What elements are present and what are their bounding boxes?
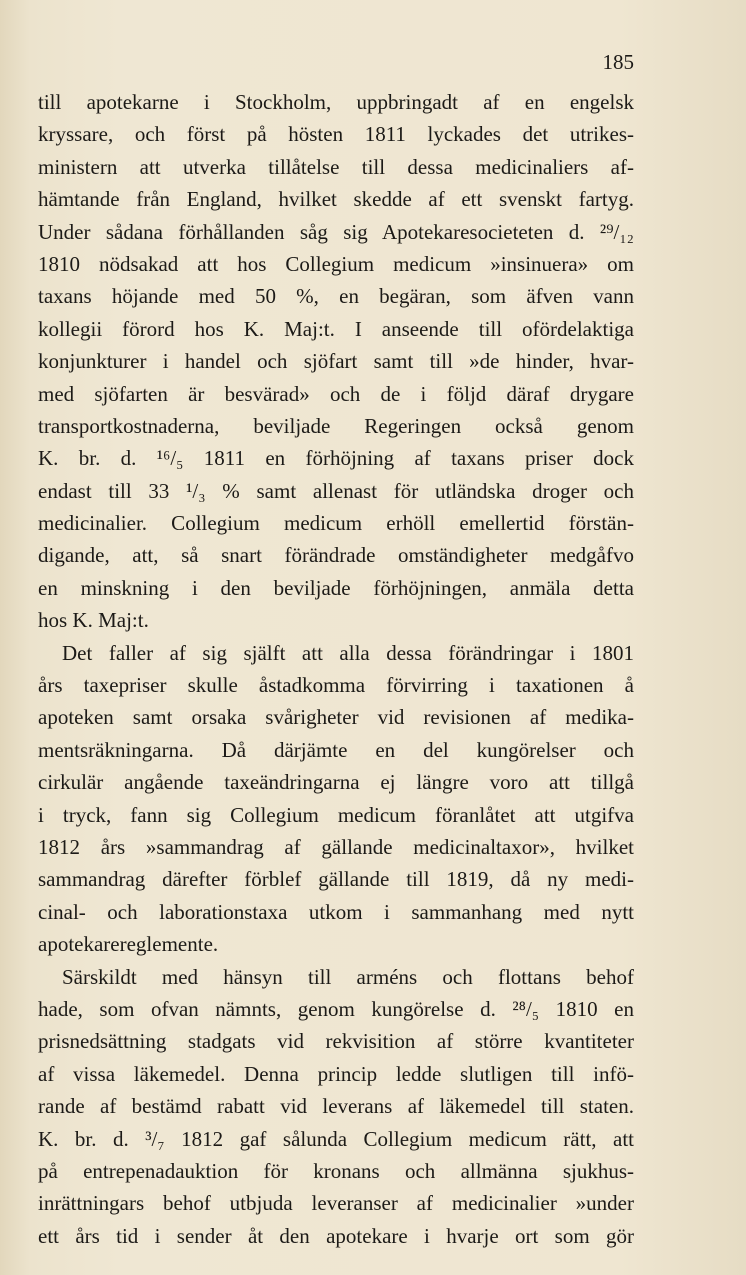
paragraph [38,86,634,637]
text-body [38,86,634,1252]
text-line: Det faller af sig själft att alla dessa förändringar i 1801 [62,640,634,665]
text-line: digande, att, så snart förändrade omständigheter medgåfvo [38,543,634,568]
text-line: till apotekarne i Stockholm, uppbringadt af en engelsk [38,90,634,114]
text-line: sammandrag därefter förblef gällande till 1819, då ny medi- [38,867,634,892]
text-line: en minskning i den beviljade förhöjningen, anmäla detta [38,575,634,600]
page-number: 185 [602,50,634,74]
text-line: hos K. Maj:t. [38,608,149,633]
text-line: i tryck, fann sig Collegium medicum föranlåtet att utgifva [38,802,634,827]
text-line: rande af bestämd rabatt vid leverans af läkemedel till staten. [38,1094,634,1119]
text-line: ett års tid i sender åt den apotekare i hvarje ort som gör [38,1223,634,1248]
text-line: transportkostnaderna, beviljade Regeringen också genom [38,413,634,438]
text-line: kryssare, och först på hösten 1811 lyckades det utrikes- [38,122,634,147]
text-line: cirkulär angående taxeändringarna ej längre voro att tillgå [38,770,634,795]
text-line: 1810 nödsakad att hos Collegium medicum »insinuera» om [38,251,634,276]
text-line: års taxepriser skulle åstadkomma förvirring i taxationen å [38,673,634,698]
text-line: ministern att utverka tillåtelse till dessa medicinaliers af- [38,154,634,179]
text-line: af vissa läkemedel. Denna princip ledde slutligen till infö- [38,1061,634,1086]
text-line: taxans höjande med 50 %, en begäran, som äfven vann [38,284,634,309]
text-line: hämtande från England, hvilket skedde af ett svenskt fartyg. [38,187,634,212]
text-line: konjunkturer i handel och sjöfart samt till »de hinder, hvar- [38,349,634,374]
text-line: cinal- och laborationstaxa utkom i sammanhang med nytt [38,899,634,924]
text-line: på entrepenadauktion för kronans och allmänna sjukhus- [38,1158,634,1183]
text-line: inrättningars behof utbjuda leveranser af medicinalier »under [38,1191,634,1216]
text-line: prisnedsättning stadgats vid rekvisition af större kvantiteter [38,1029,634,1054]
paragraph [38,961,634,1253]
text-line: K. br. d. ³/₇ 1812 gaf sålunda Collegium medicum rätt, att [38,1126,634,1151]
text-line: endast till 33 ¹/₃ % samt allenast för utländska droger och [38,478,634,503]
text-line: K. br. d. ¹⁶/₅ 1811 en förhöjning af taxans priser dock [38,446,634,471]
text-line: Under sådana förhållanden såg sig Apotekaresocieteten d. ²⁹/₁₂ [38,219,634,244]
text-line: hade, som ofvan nämnts, genom kungörelse d. ²⁸/₅ 1810 en [38,996,634,1021]
text-line: apoteken samt orsaka svårigheter vid revisionen af medika- [38,705,634,730]
text-line: medicinalier. Collegium medicum erhöll emellertid förstän- [38,511,634,536]
paragraph [38,637,634,961]
text-line: mentsräkningarna. Då därjämte en del kungörelser och [38,737,634,762]
text-line: kollegii förord hos K. Maj:t. I anseende till ofördelaktiga [38,316,634,341]
text-line: 1812 års »sammandrag af gällande medicinaltaxor», hvilket [38,834,634,859]
text-line: Särskildt med hänsyn till arméns och flottans behof [62,964,634,989]
text-line: med sjöfarten är besvärad» och de i följd däraf drygare [38,381,634,406]
text-line: apotekarereglemente. [38,932,219,957]
